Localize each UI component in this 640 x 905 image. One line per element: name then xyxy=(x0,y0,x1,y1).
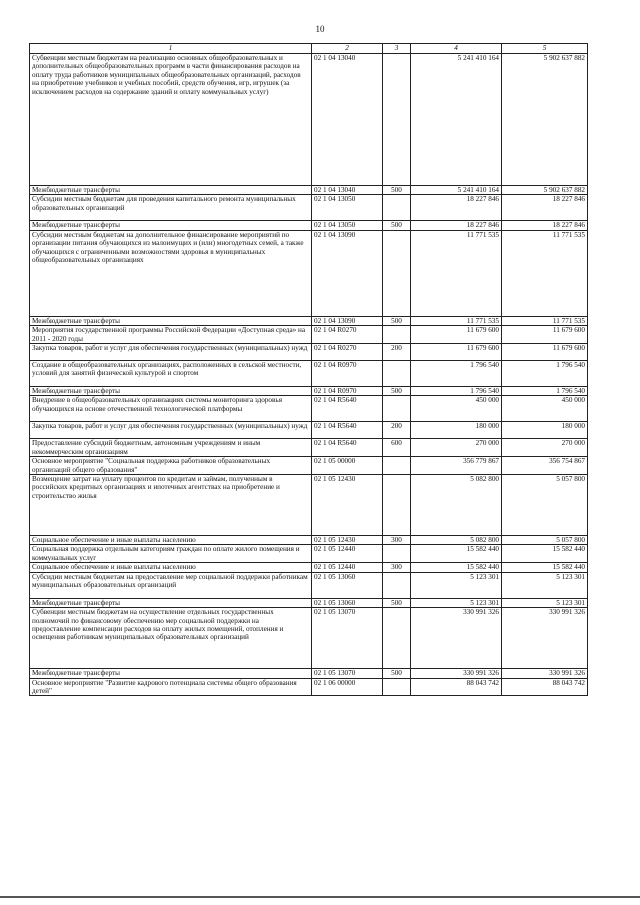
row-code-cell: 02 1 04 13050 xyxy=(312,195,383,221)
row-name-cell: Закупка товаров, работ и услуг для обеспечения государственных (муниципальных) нужд xyxy=(30,344,312,361)
row-code-cell: 02 1 05 13060 xyxy=(312,572,383,598)
row-amount-year2-cell: 180 000 xyxy=(502,422,588,439)
row-name-cell: Межбюджетные трансферты xyxy=(30,316,312,325)
row-expense-type-cell: 200 xyxy=(383,422,411,439)
row-amount-year2-cell: 5 902 637 882 xyxy=(502,54,588,186)
row-expense-type-cell xyxy=(383,545,411,563)
column-header-3: 3 xyxy=(383,44,411,54)
row-code-cell: 02 1 04 R0270 xyxy=(312,344,383,361)
table-row xyxy=(30,230,588,316)
row-code-cell: 02 1 04 R0270 xyxy=(312,326,383,344)
scan-bottom-edge xyxy=(0,896,640,898)
row-name-cell: Субсидии местным бюджетам на предоставление мер социальной поддержки работникам муниципальных образовательных организаций xyxy=(30,572,312,598)
row-amount-year1-cell: 15 582 440 xyxy=(411,545,502,563)
row-code-cell: 02 1 04 R0970 xyxy=(312,361,383,387)
row-amount-year1-cell: 270 000 xyxy=(411,439,502,457)
row-code-cell: 02 1 05 12440 xyxy=(312,563,383,572)
row-name-cell: Внедрение в общеобразовательных организациях системы мониторинга здоровья обучающихся на основе отечественной технологической платформы xyxy=(30,396,312,422)
table-row xyxy=(30,545,588,563)
row-amount-year1-cell: 11 771 535 xyxy=(411,230,502,316)
row-expense-type-cell: 500 xyxy=(383,186,411,195)
row-name-cell: Межбюджетные трансферты xyxy=(30,598,312,607)
table-row xyxy=(30,316,588,325)
table-row xyxy=(30,536,588,545)
table-row xyxy=(30,678,588,696)
row-code-cell: 02 1 05 12430 xyxy=(312,475,383,536)
row-expense-type-cell xyxy=(383,230,411,316)
table-row xyxy=(30,563,588,572)
budget-table xyxy=(29,43,588,696)
row-amount-year2-cell: 11 771 535 xyxy=(502,316,588,325)
row-expense-type-cell xyxy=(383,326,411,344)
row-name-cell: Субвенции местным бюджетам на реализацию основных общеобразовательных и дополнительных общеобразовательных программ в части финансирования расходов на оплату труда работников муниципальных общеобразовательных организаций, расходов на приобретение учебников и учебных пособий, средств обучения, игр, игрушек (за исключением расходов на содержание зданий и оплату коммунальных услуг) xyxy=(30,54,312,186)
row-code-cell: 02 1 04 13090 xyxy=(312,316,383,325)
row-amount-year2-cell: 1 796 540 xyxy=(502,387,588,396)
page-number: 10 xyxy=(315,24,325,34)
row-code-cell: 02 1 04 13040 xyxy=(312,54,383,186)
row-expense-type-cell: 500 xyxy=(383,598,411,607)
row-code-cell: 02 1 05 12430 xyxy=(312,536,383,545)
row-expense-type-cell: 500 xyxy=(383,669,411,678)
row-amount-year1-cell: 5 123 301 xyxy=(411,598,502,607)
table-row xyxy=(30,598,588,607)
row-amount-year1-cell: 18 227 846 xyxy=(411,195,502,221)
row-expense-type-cell: 500 xyxy=(383,316,411,325)
row-expense-type-cell xyxy=(383,54,411,186)
row-name-cell: Социальное обеспечение и иные выплаты населению xyxy=(30,536,312,545)
row-name-cell: Основное мероприятие "Социальная поддержка работников образовательных организаций общего образования" xyxy=(30,457,312,475)
row-amount-year2-cell: 5 057 800 xyxy=(502,475,588,536)
row-name-cell: Мероприятия государственной программы Российской Федерации «Доступная среда» на 2011 - 2020 годы xyxy=(30,326,312,344)
column-header-5: 5 xyxy=(502,44,588,54)
row-code-cell: 02 1 05 13070 xyxy=(312,608,383,669)
row-code-cell: 02 1 04 R5640 xyxy=(312,422,383,439)
table-row xyxy=(30,608,588,669)
row-amount-year2-cell: 11 771 535 xyxy=(502,230,588,316)
row-amount-year2-cell: 330 991 326 xyxy=(502,608,588,669)
row-amount-year2-cell: 5 902 637 882 xyxy=(502,186,588,195)
row-expense-type-cell: 200 xyxy=(383,344,411,361)
table-row xyxy=(30,439,588,457)
column-header-2: 2 xyxy=(312,44,383,54)
row-expense-type-cell: 300 xyxy=(383,536,411,545)
row-expense-type-cell: 600 xyxy=(383,439,411,457)
row-expense-type-cell xyxy=(383,396,411,422)
row-expense-type-cell xyxy=(383,361,411,387)
row-amount-year1-cell: 1 796 540 xyxy=(411,387,502,396)
row-amount-year2-cell: 356 754 867 xyxy=(502,457,588,475)
row-code-cell: 02 1 05 12440 xyxy=(312,545,383,563)
row-name-cell: Основное мероприятие "Развитие кадрового потенциала системы общего образования детей" xyxy=(30,678,312,696)
row-code-cell: 02 1 04 R5640 xyxy=(312,396,383,422)
row-amount-year2-cell: 15 582 440 xyxy=(502,563,588,572)
row-amount-year1-cell: 5 082 800 xyxy=(411,475,502,536)
row-code-cell: 02 1 05 13060 xyxy=(312,598,383,607)
row-name-cell: Межбюджетные трансферты xyxy=(30,669,312,678)
table-row xyxy=(30,186,588,195)
row-expense-type-cell: 500 xyxy=(383,387,411,396)
row-amount-year2-cell: 15 582 440 xyxy=(502,545,588,563)
table-row xyxy=(30,221,588,230)
row-code-cell: 02 1 04 13050 xyxy=(312,221,383,230)
table-row xyxy=(30,457,588,475)
table-row xyxy=(30,361,588,387)
row-amount-year1-cell: 330 991 326 xyxy=(411,669,502,678)
table-row xyxy=(30,344,588,361)
row-amount-year2-cell: 450 000 xyxy=(502,396,588,422)
row-expense-type-cell: 500 xyxy=(383,221,411,230)
row-expense-type-cell xyxy=(383,195,411,221)
row-expense-type-cell xyxy=(383,678,411,696)
row-amount-year2-cell: 11 679 600 xyxy=(502,326,588,344)
row-amount-year2-cell: 1 796 540 xyxy=(502,361,588,387)
table-row xyxy=(30,422,588,439)
row-amount-year2-cell: 88 043 742 xyxy=(502,678,588,696)
row-expense-type-cell: 300 xyxy=(383,563,411,572)
row-name-cell: Субсидии местным бюджетам на дополнительное финансирование мероприятий по организации питания обучающихся из малоимущих и (или) многодетных семей, а также обучающихся с ограниченными возможностями здоровья в муниципальных общеобразовательных организациях xyxy=(30,230,312,316)
row-amount-year1-cell: 1 796 540 xyxy=(411,361,502,387)
table-row xyxy=(30,475,588,536)
row-amount-year1-cell: 356 779 867 xyxy=(411,457,502,475)
table-row xyxy=(30,195,588,221)
table-row xyxy=(30,387,588,396)
row-name-cell: Социальное обеспечение и иные выплаты населению xyxy=(30,563,312,572)
row-name-cell: Субвенции местным бюджетам на осуществление отдельных государственных полномочий по финансовому обеспечению мер социальной поддержки на предоставление компенсации расходов на оплату жилых помещений, отопления и освещения работникам муниципальных образовательных организаций xyxy=(30,608,312,669)
row-amount-year1-cell: 11 679 600 xyxy=(411,326,502,344)
row-expense-type-cell xyxy=(383,475,411,536)
row-amount-year1-cell: 15 582 440 xyxy=(411,563,502,572)
row-amount-year2-cell: 5 123 301 xyxy=(502,572,588,598)
row-amount-year1-cell: 11 771 535 xyxy=(411,316,502,325)
row-name-cell: Создание в общеобразовательных организациях, расположенных в сельской местности, условий для занятий физической культурой и спортом xyxy=(30,361,312,387)
table-row xyxy=(30,572,588,598)
row-amount-year1-cell: 5 241 410 164 xyxy=(411,54,502,186)
row-name-cell: Межбюджетные трансферты xyxy=(30,221,312,230)
column-number-row xyxy=(30,44,588,54)
row-amount-year2-cell: 18 227 846 xyxy=(502,195,588,221)
row-amount-year1-cell: 180 000 xyxy=(411,422,502,439)
row-amount-year2-cell: 5 057 800 xyxy=(502,536,588,545)
row-name-cell: Закупка товаров, работ и услуг для обеспечения государственных (муниципальных) нужд xyxy=(30,422,312,439)
column-header-1: 1 xyxy=(30,44,312,54)
row-amount-year2-cell: 5 123 301 xyxy=(502,598,588,607)
column-header-4: 4 xyxy=(411,44,502,54)
table-row xyxy=(30,396,588,422)
row-amount-year1-cell: 11 679 600 xyxy=(411,344,502,361)
row-amount-year2-cell: 330 991 326 xyxy=(502,669,588,678)
row-amount-year1-cell: 5 241 410 164 xyxy=(411,186,502,195)
row-code-cell: 02 1 04 13090 xyxy=(312,230,383,316)
table-row xyxy=(30,326,588,344)
row-amount-year1-cell: 5 082 800 xyxy=(411,536,502,545)
row-name-cell: Социальная поддержка отдельным категориям граждан по оплате жилого помещения и коммунальных услуг xyxy=(30,545,312,563)
table-row xyxy=(30,54,588,186)
row-code-cell: 02 1 04 13040 xyxy=(312,186,383,195)
row-name-cell: Возмещение затрат на уплату процентов по кредитам и займам, полученным в российских кредитных организациях и ипотечных агентствах на приобретение и строительство жилья xyxy=(30,475,312,536)
row-name-cell: Межбюджетные трансферты xyxy=(30,186,312,195)
row-code-cell: 02 1 05 13070 xyxy=(312,669,383,678)
row-name-cell: Субсидии местным бюджетам для проведения капитального ремонта муниципальных образовательных организаций xyxy=(30,195,312,221)
row-code-cell: 02 1 04 R5640 xyxy=(312,439,383,457)
row-amount-year2-cell: 18 227 846 xyxy=(502,221,588,230)
row-amount-year2-cell: 270 000 xyxy=(502,439,588,457)
row-amount-year2-cell: 11 679 600 xyxy=(502,344,588,361)
row-expense-type-cell xyxy=(383,608,411,669)
row-amount-year1-cell: 330 991 326 xyxy=(411,608,502,669)
row-amount-year1-cell: 450 000 xyxy=(411,396,502,422)
row-name-cell: Предоставление субсидий бюджетным, автономным учреждениям и иным некоммерческим организациям xyxy=(30,439,312,457)
row-name-cell: Межбюджетные трансферты xyxy=(30,387,312,396)
row-code-cell: 02 1 05 00000 xyxy=(312,457,383,475)
row-amount-year1-cell: 18 227 846 xyxy=(411,221,502,230)
row-code-cell: 02 1 04 R0970 xyxy=(312,387,383,396)
row-amount-year1-cell: 5 123 301 xyxy=(411,572,502,598)
row-code-cell: 02 1 06 00000 xyxy=(312,678,383,696)
table-row xyxy=(30,669,588,678)
row-expense-type-cell xyxy=(383,572,411,598)
row-expense-type-cell xyxy=(383,457,411,475)
row-amount-year1-cell: 88 043 742 xyxy=(411,678,502,696)
